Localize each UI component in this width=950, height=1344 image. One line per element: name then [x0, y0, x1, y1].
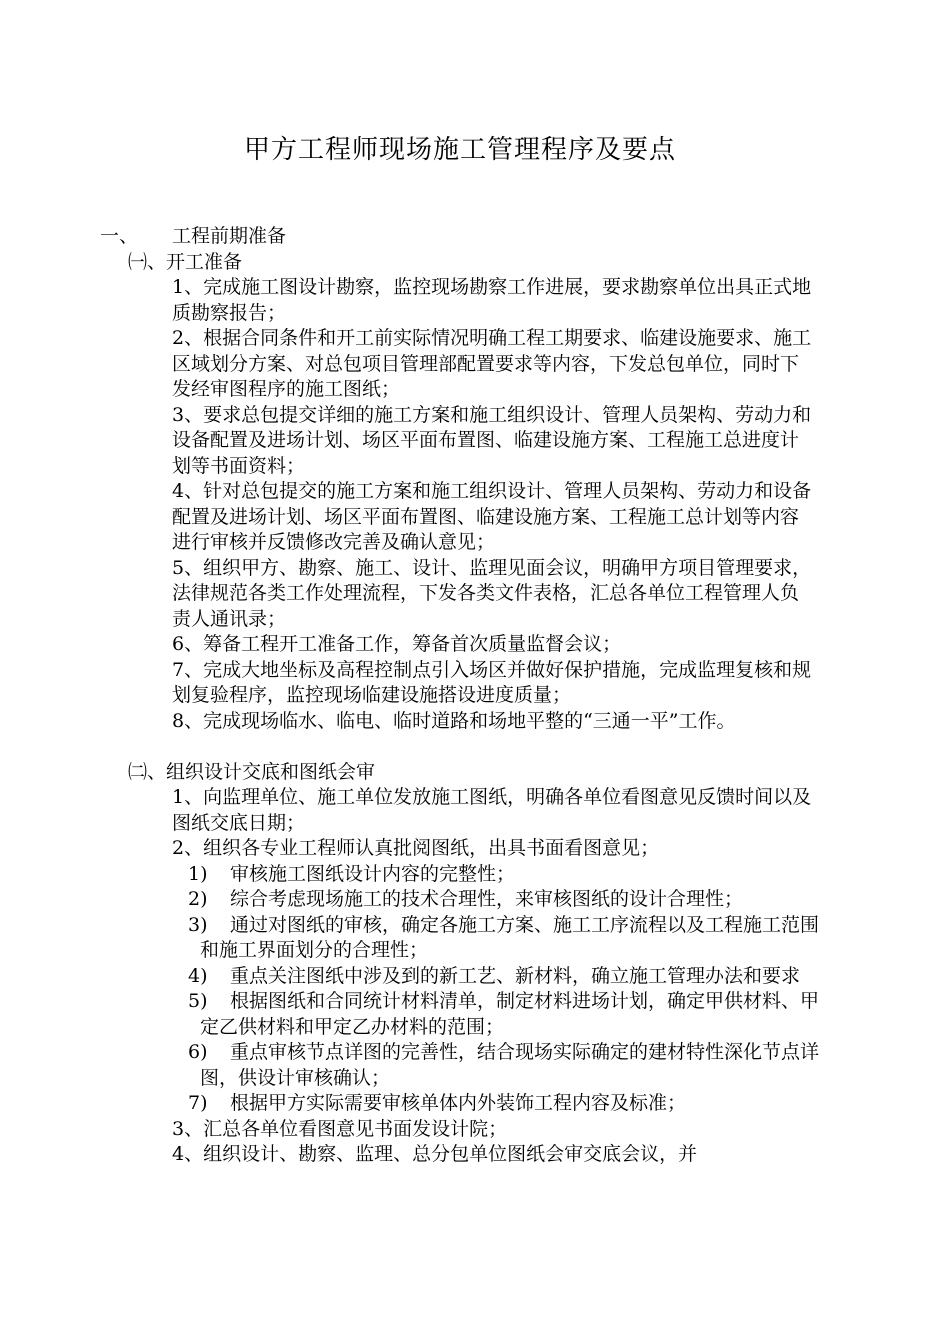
sub-list-item	[188, 1091, 824, 1117]
section-heading	[0, 224, 950, 250]
sub-list-item	[188, 862, 824, 888]
list-item: 1、向监理单位、施工单位发放施工图纸，明确各单位看图意见反馈时间以及图纸交底日期；	[172, 786, 812, 834]
list-item: 2、根据合同条件和开工前实际情况明确工程工期要求、临建设施要求、施工区域划分方案、对总包项目管理部配置要求等内容，下发总包单位，同时下发经审图程序的施工图纸；	[172, 327, 812, 400]
sub-list-text: 审核施工图纸设计内容的完整性；	[230, 862, 516, 885]
list-item: 3、汇总各单位看图意见书面发设计院；	[172, 1117, 508, 1140]
section-title: 工程前期准备	[172, 225, 287, 247]
sub-list-item	[188, 1040, 824, 1091]
list-item: 5、组织甲方、勘察、施工、设计、监理见面会议，明确甲方项目管理要求，法律规范各类工作处理流程，下发各类文件表格，汇总各单位工程管理人负责人通讯录；	[172, 556, 812, 630]
paragraph-gap	[0, 734, 950, 760]
list-item: 1、完成施工图设计勘察，监控现场勘察工作进展，要求勘察单位出具正式地质勘察报告；	[172, 276, 812, 324]
list-item: 2、组织各专业工程师认真批阅图纸，出具书面看图意见；	[172, 837, 660, 859]
subsection-heading-start-prep: ㈠、开工准备	[128, 250, 243, 273]
sub-list-item	[188, 964, 824, 990]
sub-list-item	[188, 887, 824, 913]
list-item: 8、完成现场临水、临电、临时道路和场地平整的“三通一平”工作。	[172, 709, 736, 732]
sub-list-number: 4)	[188, 964, 208, 987]
list-item: 3、要求总包提交详细的施工方案和施工组织设计、管理人员架构、劳动力和设备配置及进场计划、场区平面布置图、临建设施方案、工程施工总进度计划等书面资料；	[172, 403, 812, 477]
document-body	[0, 224, 950, 1168]
sub-list-number: 1)	[188, 862, 208, 885]
section-number: 一、	[100, 225, 139, 247]
sub-list-text: 综合考虑现场施工的技术合理性，来审核图纸的设计合理性；	[230, 888, 744, 910]
list-item: 4、针对总包提交的施工方案和施工组织设计、管理人员架构、劳动力和设备配置及进场计划、场区平面布置图、临建设施方案、工程施工总计划等内容进行审核并反馈修改完善及确认意见；	[172, 480, 812, 553]
sub-list-number: 6)	[188, 1041, 208, 1063]
subsection-heading-design-review: ㈡、组织设计交底和图纸会审	[128, 760, 376, 783]
list-item: 7、完成大地坐标及高程控制点引入场区并做好保护措施，完成监理复核和规划复验程序，监控现场临建设施搭设进度质量；	[172, 658, 812, 706]
sub-list-text: 根据甲方实际需要审核单体内外装饰工程内容及标准；	[230, 1092, 687, 1114]
sub-list-number: 2)	[188, 888, 208, 910]
sub-list-number: 3)	[188, 913, 208, 936]
list-item: 6、筹备工程开工准备工作，筹备首次质量监督会议；	[172, 633, 622, 655]
sub-list-number: 5)	[188, 990, 208, 1012]
list-item: 4、组织设计、勘察、监理、总分包单位图纸会审交底会议，并	[172, 1143, 698, 1165]
sub-list-number: 7)	[188, 1092, 208, 1114]
sub-list-text: 通过对图纸的审核，确定各施工方案、施工工序流程以及工程施工范围和施工界面划分的合理性；	[200, 913, 820, 961]
sub-list-text: 重点审核节点详图的完善性，结合现场实际确定的建材特性深化节点详图，供设计审核确认；	[200, 1041, 820, 1089]
sub-list-text: 重点关注图纸中涉及到的新工艺、新材料，确立施工管理办法和要求	[230, 964, 801, 987]
page-title: 甲方工程师现场施工管理程序及要点	[243, 135, 676, 165]
sub-list-item	[188, 989, 824, 1040]
sub-list-text: 根据图纸和合同统计材料清单，制定材料进场计划，确定甲供材料、甲定乙供材料和甲定乙办材料的范围；	[200, 990, 820, 1038]
sub-list-item	[188, 913, 824, 964]
